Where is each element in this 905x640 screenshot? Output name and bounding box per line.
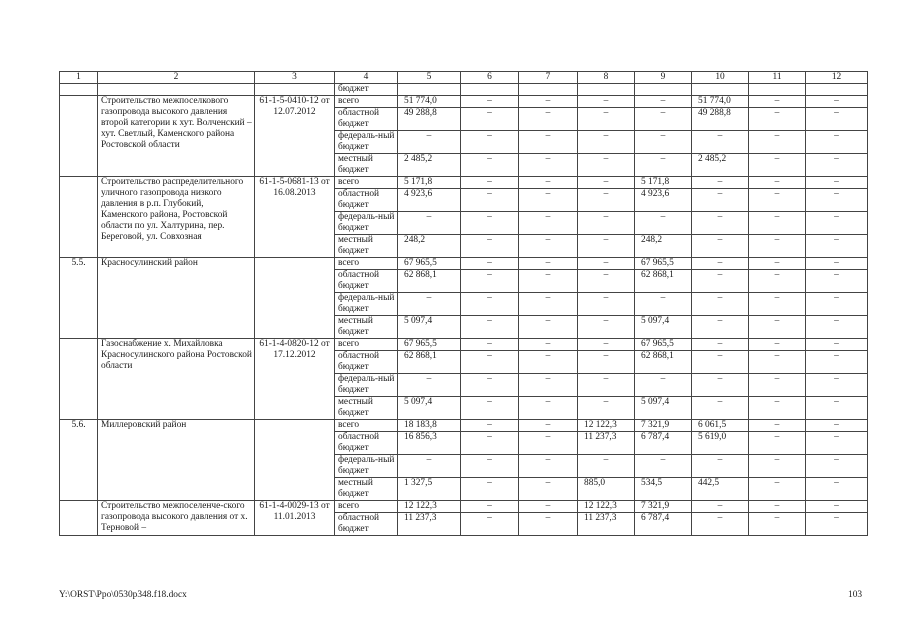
funding-source-cell: всего (335, 258, 398, 270)
item-number-cell: 5.5. (60, 258, 98, 339)
amount-cell: – (635, 374, 692, 397)
amount-cell: – (461, 455, 519, 478)
funding-source-cell: местный бюджет (335, 316, 398, 339)
table-row (60, 96, 868, 108)
amount-cell: 5 171,8 (398, 177, 461, 189)
empty-cell (98, 84, 255, 96)
amount-cell: – (635, 293, 692, 316)
amount-cell: – (519, 108, 578, 131)
object-name-cell: Красносулинский район (98, 258, 255, 339)
amount-cell: – (461, 258, 519, 270)
column-number-row (60, 72, 868, 84)
amount-cell: – (806, 96, 868, 108)
amount-cell: 51 774,0 (398, 96, 461, 108)
amount-cell: – (806, 420, 868, 432)
funding-source-cell: областной бюджет (335, 189, 398, 212)
amount-cell: – (519, 420, 578, 432)
amount-cell: – (806, 374, 868, 397)
amount-cell: – (519, 96, 578, 108)
amount-cell: 248,2 (635, 235, 692, 258)
amount-cell: – (461, 316, 519, 339)
amount-cell: – (806, 131, 868, 154)
amount-cell: – (749, 235, 806, 258)
amount-cell: – (578, 131, 635, 154)
amount-cell: – (461, 351, 519, 374)
amount-cell: 11 237,3 (398, 513, 461, 536)
column-number-cell: 10 (692, 72, 749, 84)
amount-cell: – (461, 108, 519, 131)
funding-source-cell: всего (335, 501, 398, 513)
amount-cell: – (806, 108, 868, 131)
amount-cell: – (692, 131, 749, 154)
funding-source-cell: федераль-ный бюджет (335, 374, 398, 397)
amount-cell: – (461, 96, 519, 108)
empty-cell (578, 84, 635, 96)
amount-cell: 885,0 (578, 478, 635, 501)
table-row (60, 420, 868, 432)
amount-cell: – (398, 293, 461, 316)
registry-code-cell: 61-1-4-0820-12 от 17.12.2012 (255, 339, 335, 420)
amount-cell: 1 327,5 (398, 478, 461, 501)
funding-source-cell: областной бюджет (335, 351, 398, 374)
amount-cell: – (692, 316, 749, 339)
column-number-cell: 1 (60, 72, 98, 84)
budget-label-cell: бюджет (335, 84, 398, 96)
amount-cell: 4 923,6 (398, 189, 461, 212)
amount-cell: – (519, 154, 578, 177)
page-number: 103 (848, 590, 863, 600)
funding-source-cell: областной бюджет (335, 108, 398, 131)
amount-cell: – (519, 131, 578, 154)
amount-cell: – (578, 374, 635, 397)
empty-cell (749, 84, 806, 96)
amount-cell: 7 321,9 (635, 420, 692, 432)
amount-cell: – (692, 212, 749, 235)
funding-source-cell: всего (335, 177, 398, 189)
amount-cell: – (519, 189, 578, 212)
amount-cell: – (519, 351, 578, 374)
amount-cell: – (578, 235, 635, 258)
registry-code-cell: 61-1-5-0681-13 от 16.08.2013 (255, 177, 335, 258)
item-number-cell (60, 96, 98, 177)
amount-cell: – (806, 455, 868, 478)
amount-cell: 534,5 (635, 478, 692, 501)
amount-cell: 11 237,3 (578, 432, 635, 455)
amount-cell: 49 288,8 (692, 108, 749, 131)
amount-cell: 4 923,6 (635, 189, 692, 212)
empty-cell (60, 84, 98, 96)
amount-cell: – (692, 501, 749, 513)
amount-cell: 12 122,3 (578, 501, 635, 513)
amount-cell: 6 061,5 (692, 420, 749, 432)
amount-cell: – (461, 374, 519, 397)
column-number-cell: 4 (335, 72, 398, 84)
column-number-cell: 11 (749, 72, 806, 84)
object-name-cell: Миллеровский район (98, 420, 255, 501)
amount-cell: 2 485,2 (398, 154, 461, 177)
continuation-row (60, 84, 868, 96)
object-name-cell: Строительство распределительного уличного газопровода низкого давления в р.п. Глубокий, Каменского района, Ростовской области по ул. Халтурина, пер. Береговой, ул. Совхозная (98, 177, 255, 258)
budget-table (59, 71, 868, 536)
amount-cell: – (692, 455, 749, 478)
amount-cell: – (519, 258, 578, 270)
amount-cell: – (692, 258, 749, 270)
amount-cell: – (519, 455, 578, 478)
amount-cell: – (806, 316, 868, 339)
amount-cell: – (461, 270, 519, 293)
amount-cell: – (806, 397, 868, 420)
amount-cell: 67 965,5 (398, 339, 461, 351)
amount-cell: – (635, 131, 692, 154)
amount-cell: 5 097,4 (635, 397, 692, 420)
amount-cell: – (806, 432, 868, 455)
amount-cell: – (806, 235, 868, 258)
amount-cell: – (749, 131, 806, 154)
amount-cell: 5 097,4 (398, 316, 461, 339)
amount-cell: – (806, 258, 868, 270)
funding-source-cell: всего (335, 339, 398, 351)
column-number-cell: 12 (806, 72, 868, 84)
amount-cell: – (692, 513, 749, 536)
empty-cell (806, 84, 868, 96)
amount-cell: – (578, 189, 635, 212)
amount-cell: – (749, 258, 806, 270)
column-number-cell: 9 (635, 72, 692, 84)
funding-source-cell: всего (335, 96, 398, 108)
column-number-cell: 2 (98, 72, 255, 84)
amount-cell: – (578, 108, 635, 131)
amount-cell: – (749, 270, 806, 293)
item-number-cell (60, 339, 98, 420)
amount-cell: – (806, 189, 868, 212)
amount-cell: – (692, 293, 749, 316)
amount-cell: – (749, 397, 806, 420)
amount-cell: 2 485,2 (692, 154, 749, 177)
amount-cell: – (578, 293, 635, 316)
amount-cell: 67 965,5 (398, 258, 461, 270)
amount-cell: – (519, 270, 578, 293)
amount-cell: – (806, 513, 868, 536)
amount-cell: – (749, 478, 806, 501)
amount-cell: 62 868,1 (398, 270, 461, 293)
amount-cell: – (461, 154, 519, 177)
amount-cell: – (461, 293, 519, 316)
amount-cell: – (806, 478, 868, 501)
amount-cell: – (578, 154, 635, 177)
amount-cell: 11 237,3 (578, 513, 635, 536)
table-row (60, 177, 868, 189)
amount-cell: – (519, 501, 578, 513)
amount-cell: 248,2 (398, 235, 461, 258)
amount-cell: – (749, 293, 806, 316)
amount-cell: 18 183,8 (398, 420, 461, 432)
amount-cell: – (578, 316, 635, 339)
amount-cell: – (461, 212, 519, 235)
amount-cell: – (398, 212, 461, 235)
funding-source-cell: федераль-ный бюджет (335, 212, 398, 235)
amount-cell: – (461, 513, 519, 536)
amount-cell: – (578, 177, 635, 189)
amount-cell: 62 868,1 (635, 351, 692, 374)
amount-cell: – (519, 316, 578, 339)
amount-cell: 7 321,9 (635, 501, 692, 513)
amount-cell: – (749, 351, 806, 374)
registry-code-cell (255, 258, 335, 339)
empty-cell (519, 84, 578, 96)
amount-cell: – (578, 270, 635, 293)
amount-cell: – (692, 351, 749, 374)
amount-cell: – (635, 96, 692, 108)
object-name-cell: Газоснабжение х. Михайловка Красносулинского района Ростовской области (98, 339, 255, 420)
amount-cell: – (806, 212, 868, 235)
amount-cell: – (461, 432, 519, 455)
funding-source-cell: местный бюджет (335, 235, 398, 258)
amount-cell: – (749, 177, 806, 189)
amount-cell: – (692, 374, 749, 397)
amount-cell: – (806, 154, 868, 177)
amount-cell: – (749, 455, 806, 478)
amount-cell: – (692, 397, 749, 420)
amount-cell: – (578, 258, 635, 270)
amount-cell: – (749, 432, 806, 455)
column-number-cell: 3 (255, 72, 335, 84)
amount-cell: – (461, 177, 519, 189)
funding-source-cell: областной бюджет (335, 513, 398, 536)
amount-cell: – (398, 455, 461, 478)
funding-source-cell: местный бюджет (335, 478, 398, 501)
funding-source-cell: местный бюджет (335, 397, 398, 420)
amount-cell: – (519, 339, 578, 351)
amount-cell: 6 787,4 (635, 513, 692, 536)
object-name-cell: Строительство межпоселенче-ского газопровода высокого давления от х. Терновой – (98, 501, 255, 536)
amount-cell: 49 288,8 (398, 108, 461, 131)
amount-cell: – (519, 478, 578, 501)
amount-cell: 62 868,1 (635, 270, 692, 293)
amount-cell: – (635, 212, 692, 235)
amount-cell: – (578, 96, 635, 108)
amount-cell: – (461, 131, 519, 154)
amount-cell: 5 619,0 (692, 432, 749, 455)
amount-cell: – (692, 189, 749, 212)
amount-cell: – (749, 374, 806, 397)
empty-cell (255, 84, 335, 96)
amount-cell: 16 856,3 (398, 432, 461, 455)
amount-cell: – (692, 235, 749, 258)
empty-cell (635, 84, 692, 96)
empty-cell (461, 84, 519, 96)
registry-code-cell: 61-1-4-0029-13 от 11.01.2013 (255, 501, 335, 536)
registry-code-cell (255, 420, 335, 501)
amount-cell: 51 774,0 (692, 96, 749, 108)
amount-cell: – (578, 455, 635, 478)
amount-cell: 5 097,4 (635, 316, 692, 339)
funding-source-cell: областной бюджет (335, 432, 398, 455)
amount-cell: – (519, 293, 578, 316)
amount-cell: 67 965,5 (635, 339, 692, 351)
footer-file-path: Y:\ORST\Ppo\0530p348.f18.docx (59, 590, 187, 600)
amount-cell: – (692, 270, 749, 293)
amount-cell: – (806, 339, 868, 351)
amount-cell: – (461, 235, 519, 258)
amount-cell: – (578, 397, 635, 420)
funding-source-cell: всего (335, 420, 398, 432)
amount-cell: – (635, 154, 692, 177)
amount-cell: – (398, 374, 461, 397)
amount-cell: – (635, 455, 692, 478)
item-number-cell (60, 177, 98, 258)
amount-cell: – (635, 108, 692, 131)
amount-cell: – (749, 154, 806, 177)
table-row (60, 501, 868, 513)
table-row (60, 258, 868, 270)
funding-source-cell: федераль-ный бюджет (335, 455, 398, 478)
amount-cell: – (461, 339, 519, 351)
amount-cell: – (519, 432, 578, 455)
amount-cell: – (461, 397, 519, 420)
amount-cell: – (749, 513, 806, 536)
amount-cell: – (692, 177, 749, 189)
empty-cell (398, 84, 461, 96)
amount-cell: – (806, 293, 868, 316)
amount-cell: – (519, 513, 578, 536)
funding-source-cell: федераль-ный бюджет (335, 131, 398, 154)
amount-cell: – (519, 374, 578, 397)
column-number-cell: 6 (461, 72, 519, 84)
amount-cell: – (806, 501, 868, 513)
amount-cell: – (461, 189, 519, 212)
funding-source-cell: местный бюджет (335, 154, 398, 177)
amount-cell: – (749, 420, 806, 432)
amount-cell: 5 171,8 (635, 177, 692, 189)
amount-cell: 5 097,4 (398, 397, 461, 420)
amount-cell: 67 965,5 (635, 258, 692, 270)
amount-cell: – (578, 339, 635, 351)
amount-cell: – (519, 397, 578, 420)
item-number-cell (60, 501, 98, 536)
amount-cell: – (461, 420, 519, 432)
amount-cell: – (749, 339, 806, 351)
amount-cell: 12 122,3 (578, 420, 635, 432)
column-number-cell: 5 (398, 72, 461, 84)
amount-cell: – (749, 316, 806, 339)
amount-cell: – (519, 235, 578, 258)
object-name-cell: Строительство межпоселкового газопровода высокого давления второй категории к хут. Волченский – хут. Светлый, Каменского района Ростовской области (98, 96, 255, 177)
amount-cell: 6 787,4 (635, 432, 692, 455)
amount-cell: – (749, 108, 806, 131)
amount-cell: – (806, 177, 868, 189)
amount-cell: – (806, 270, 868, 293)
amount-cell: – (461, 478, 519, 501)
amount-cell: – (398, 131, 461, 154)
amount-cell: – (806, 351, 868, 374)
amount-cell: – (461, 501, 519, 513)
amount-cell: – (692, 339, 749, 351)
funding-source-cell: федераль-ный бюджет (335, 293, 398, 316)
amount-cell: – (749, 96, 806, 108)
amount-cell: 442,5 (692, 478, 749, 501)
amount-cell: – (519, 212, 578, 235)
registry-code-cell: 61-1-5-0410-12 от 12.07.2012 (255, 96, 335, 177)
amount-cell: – (519, 177, 578, 189)
column-number-cell: 7 (519, 72, 578, 84)
funding-source-cell: областной бюджет (335, 270, 398, 293)
amount-cell: – (578, 351, 635, 374)
amount-cell: – (749, 189, 806, 212)
amount-cell: – (749, 212, 806, 235)
amount-cell: – (749, 501, 806, 513)
amount-cell: 12 122,3 (398, 501, 461, 513)
table-row (60, 339, 868, 351)
amount-cell: 62 868,1 (398, 351, 461, 374)
amount-cell: – (578, 212, 635, 235)
empty-cell (692, 84, 749, 96)
column-number-cell: 8 (578, 72, 635, 84)
item-number-cell: 5.6. (60, 420, 98, 501)
